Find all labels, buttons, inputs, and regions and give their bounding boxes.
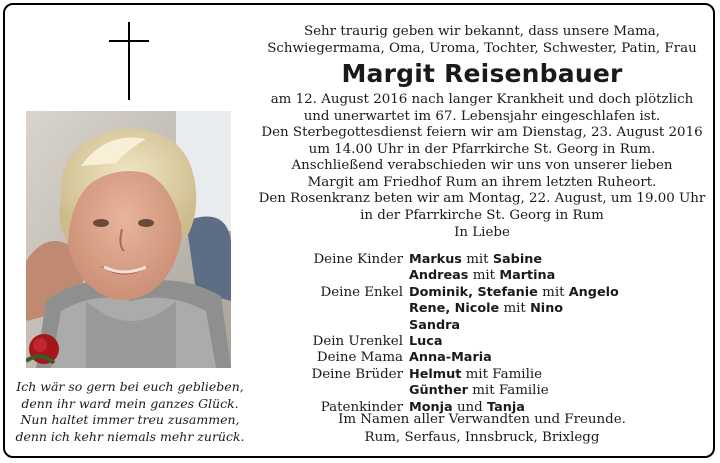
survivor-row-urenkel xyxy=(300,334,630,350)
survivor-name: Angelo xyxy=(568,284,619,300)
connector-text: mit Familie xyxy=(465,366,543,382)
connector-text: mit xyxy=(472,268,496,284)
survivor-row-brueder-2 xyxy=(300,383,630,399)
survivor-name: Günther xyxy=(409,383,468,399)
verse-line: denn ihr ward mein ganzes Glück. xyxy=(21,395,239,411)
body-line: um 14.00 Uhr in der Pfarrkirche St. Georg in Rum. xyxy=(308,141,656,157)
survivor-name: Nino xyxy=(530,301,564,317)
survivor-name: Helmut xyxy=(409,366,462,382)
survivor-name: Tanja xyxy=(487,399,525,415)
survivor-name: Rene, Nicole xyxy=(409,301,500,317)
survivor-name: Luca xyxy=(409,334,443,350)
survivor-row-mama xyxy=(300,350,630,366)
intro-line: Schwiegermama, Oma, Uroma, Tochter, Schwester, Patin, Frau xyxy=(267,40,697,56)
connector-text: mit xyxy=(542,284,565,300)
survivor-name: Markus xyxy=(409,252,462,267)
survivor-label: Deine Brüder xyxy=(311,366,403,382)
survivor-row-enkel xyxy=(300,285,630,301)
survivor-label: Deine Kinder xyxy=(313,252,403,267)
verse-line: Nun haltet immer treu zusammen, xyxy=(20,412,240,427)
body-line: in der Pfarrkirche St. Georg in Rum xyxy=(360,207,604,223)
survivor-row-enkel-3 xyxy=(300,318,630,334)
cross-icon xyxy=(109,22,149,100)
survivor-label: Deine Enkel xyxy=(320,284,403,300)
body-line: und unerwartet im 67. Lebensjahr eingeschlafen ist. xyxy=(303,108,661,124)
farewell-verse xyxy=(12,379,248,445)
portrait-photo xyxy=(26,111,231,368)
survivor-row-kinder xyxy=(300,252,630,268)
survivor-name: Andreas xyxy=(409,268,469,284)
survivor-name: Dominik, Stefanie xyxy=(409,284,538,300)
survivor-label: Patenkinder xyxy=(320,399,403,415)
deceased-name: Margit Reisenbauer xyxy=(341,59,623,88)
survivors-list xyxy=(300,252,630,416)
survivor-label: Deine Mama xyxy=(316,350,403,366)
intro-line: Sehr traurig geben wir bekannt, dass unsere Mama, xyxy=(303,24,661,39)
survivor-row-enkel-2 xyxy=(300,301,630,317)
connector-text: mit xyxy=(466,252,489,267)
survivor-row-brueder xyxy=(300,367,630,383)
survivor-row-kinder-2 xyxy=(300,268,630,284)
body-line: am 12. August 2016 nach langer Krankheit und doch plötzlich xyxy=(270,92,694,107)
verse-line: Ich wär so gern bei euch geblieben, xyxy=(16,379,244,394)
relatives-line: Im Namen aller Verwandten und Freunde. xyxy=(338,412,626,427)
survivor-name: Sabine xyxy=(492,252,543,267)
body-line: Den Sterbegottesdienst feiern wir am Dienstag, 23. August 2016 xyxy=(261,125,703,140)
places-line: Rum, Serfaus, Innsbruck, Brixlegg xyxy=(364,430,600,445)
survivor-name: Anna-Maria xyxy=(409,350,492,366)
verse-line: denn ich kehr niemals mehr zurück. xyxy=(15,428,245,444)
survivor-name: Sandra xyxy=(409,317,461,333)
connector-text: mit xyxy=(503,301,526,317)
body-line: Den Rosenkranz beten wir am Montag, 22. August, um 19.00 Uhr xyxy=(258,191,706,206)
body-line: Anschließend verabschieden wir uns von unserer lieben xyxy=(291,158,673,173)
survivor-label: Dein Urenkel xyxy=(312,334,403,350)
announcement-text xyxy=(258,24,706,242)
body-line: Margit am Friedhof Rum an ihrem letzten Ruheort. xyxy=(307,174,657,190)
survivor-name: Monja xyxy=(409,399,453,415)
connector-text: mit Familie xyxy=(472,383,549,399)
connector-text: und xyxy=(456,399,483,415)
survivor-name: Martina xyxy=(499,268,556,284)
closing-in-liebe: In Liebe xyxy=(454,225,510,240)
